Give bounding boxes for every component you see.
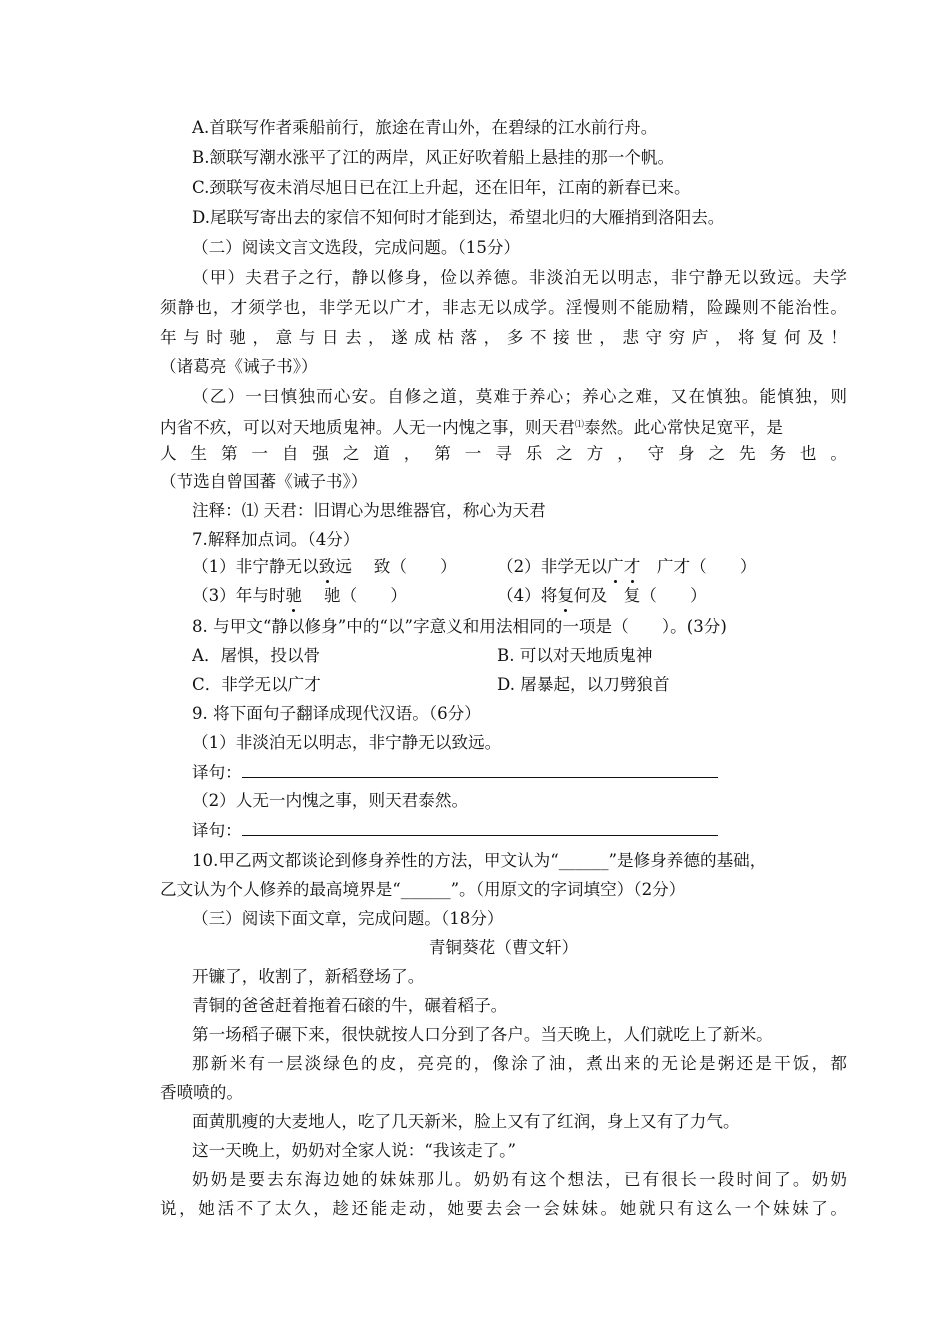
jia-line-2: 须静也，才须学也，非学无以广才，非志无以成学。淫慢则不能励精，险躁则不能治性。: [160, 298, 847, 317]
emphasis-char: 驰: [285, 586, 303, 605]
yi-source: （节选自曾国蕃《诫子书》）: [160, 472, 368, 491]
q10-line-1: 10.甲乙两文都谈论到修身养性的方法，甲文认为“______”是修身养德的基础，: [192, 851, 767, 870]
emphasis-char: 广: [607, 557, 624, 576]
section3-heading: （三）阅读下面文章，完成问题。（18分）: [192, 909, 504, 928]
q7-title: 7.解释加点词。（4分）: [192, 530, 360, 549]
yi-line-2: 内省不疚，可以对天地质鬼神。人无一内愧之事，则天君⑴泰然。此心常快足宽平，是: [160, 418, 783, 437]
q9-answer-1: 译句：: [192, 761, 718, 784]
section2-heading: （二）阅读文言文选段，完成问题。（15分）: [192, 238, 521, 257]
note-line: 注释：⑴ 天君：旧谓心为思维器官，称心为天君: [192, 501, 546, 520]
article-paragraph: 第一场稻子碾下来，很快就按人口分到了各户。当天晚上，人们就吃上了新米。: [192, 1025, 773, 1044]
article-paragraph: 这一天晚上，奶奶对全家人说：“我该走了。”: [192, 1141, 516, 1160]
q7-item-4: （4）将复何及 复（ ）: [497, 586, 707, 605]
poem-option-b: B.颔联写潮水涨平了江的两岸，风正好吹着船上悬挂的那一个帆。: [192, 148, 675, 167]
jia-line-3: 年与时驰，意与日去，遂成枯落，多不接世，悲守穷庐，将复何及！: [160, 328, 847, 347]
q7-item-3: （3）年与时驰 驰（ ）: [192, 586, 407, 605]
q8-option-a: A．屠惧，投以骨: [192, 646, 321, 665]
article-paragraph: 奶奶是要去东海边她的妹妹那儿。奶奶有这个想法，已有很长一段时间了。奶奶: [192, 1170, 847, 1189]
article-paragraph: 开镰了，收割了，新稻登场了。: [192, 967, 425, 986]
emphasis-char: 复: [557, 586, 574, 605]
answer-blank[interactable]: [242, 761, 718, 778]
q8-option-d: D. 屠暴起，以刀劈狼首: [497, 675, 670, 694]
yi-line-3: 人生第一自强之道，第一寻乐之方，守身之先务也。: [160, 444, 847, 463]
poem-option-a: A.首联写作者乘船前行，旅途在青山外，在碧绿的江水前行舟。: [192, 118, 658, 137]
q9-sentence-2: （2）人无一内愧之事，则天君泰然。: [192, 791, 469, 810]
emphasis-char: 致: [318, 557, 336, 576]
q9-sentence-1: （1）非淡泊无以明志，非宁静无以致远。: [192, 733, 502, 752]
article-paragraph: 面黄肌瘦的大麦地人，吃了几天新米，脸上又有了红润，身上又有了力气。: [192, 1112, 740, 1131]
answer-blank[interactable]: [242, 819, 718, 836]
article-paragraph-cont: 香喷喷的。: [160, 1083, 243, 1102]
emphasis-char: 才: [623, 557, 641, 576]
yi-line-1: （乙）一曰慎独而心安。自修之道，莫难于养心；养心之难，又在慎独。能慎独，则: [192, 387, 847, 406]
poem-option-c: C.颈联写夜未消尽旭日已在江上升起，还在旧年，江南的新春已来。: [192, 178, 691, 197]
q9-title: 9. 将下面句子翻译成现代汉语。（6分）: [192, 704, 481, 723]
jia-source: （诸葛亮《诫子书》）: [160, 357, 318, 376]
q10-line-2: 乙文认为个人修养的最高境界是“______”。（用原文的字词填空）（2分）: [160, 880, 686, 899]
article-paragraph: 青铜的爸爸赶着拖着石磙的牛，碾着稻子。: [192, 996, 508, 1015]
article-paragraph-cont: 说，她活不了太久，趁还能走动，她要去会一会妹妹。她就只有这么一个妹妹了。: [160, 1199, 847, 1218]
q9-answer-2: 译句：: [192, 819, 718, 842]
q8-option-c: C．非学无以广才: [192, 675, 321, 694]
footnote-marker: ⑴: [574, 420, 584, 430]
q8-option-b: B. 可以对天地质鬼神: [497, 646, 653, 665]
q7-item-2: （2）非学无以广才 广才（ ）: [497, 557, 757, 576]
poem-option-d: D.尾联写寄出去的家信不知何时才能到达，希望北归的大雁捎到洛阳去。: [192, 208, 725, 227]
q8-title: 8. 与甲文“静以修身”中的“以”字意义和用法相同的一项是（ ）。(3分): [192, 617, 727, 636]
jia-line-1: （甲）夫君子之行，静以修身，俭以养德。非淡泊无以明志，非宁静无以致远。夫学: [192, 268, 847, 287]
q7-item-1: （1）非宁静无以致远 致（ ）: [192, 557, 457, 576]
article-paragraph: 那新米有一层淡绿色的皮，亮亮的，像涂了油，煮出来的无论是粥还是干饭，都: [192, 1054, 847, 1073]
article-title: 青铜葵花（曹文轩）: [428, 938, 579, 957]
